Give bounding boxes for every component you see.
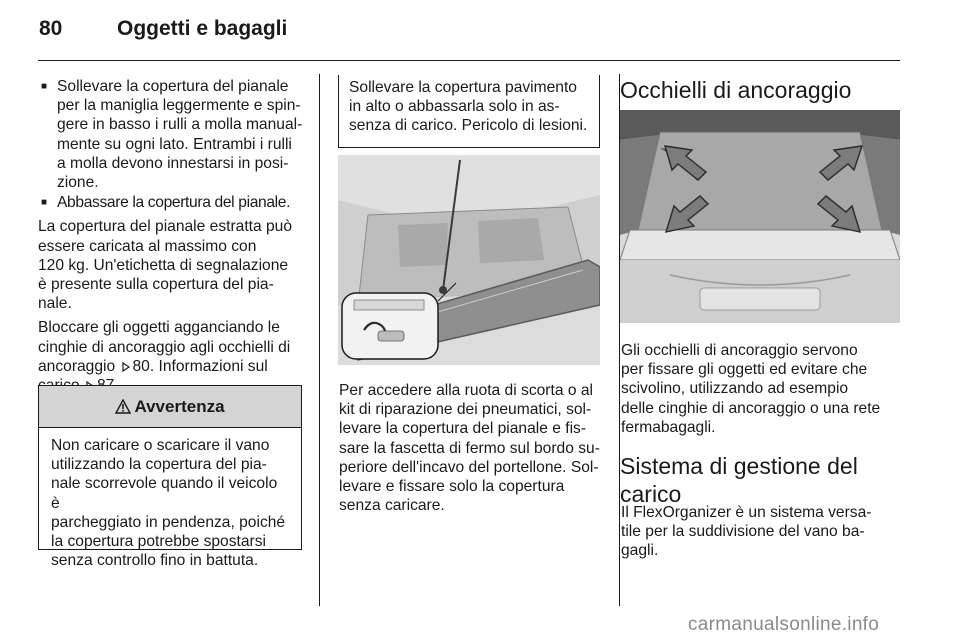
paragraph: La copertura del pianale estratta può essere caricata al massimo con 120 kg. Un'etichetta di segnalazione è presente sulla copertura del pia- nale. (38, 218, 293, 313)
header-rule (38, 60, 900, 61)
lashing-eyes-illustration (620, 110, 900, 323)
warning-box (38, 385, 302, 570)
page-reference-arrow-icon (121, 362, 131, 372)
paragraph: Bloccare gli oggetti agganciando le cinghie di ancoraggio agli occhielli di ancoraggio 80. Informazioni sul (38, 318, 308, 395)
caution-box: Sollevare la copertura pavimento in alto o abbassarla solo in as- senza di carico. Pericolo di lesioni. (338, 75, 600, 148)
chapter-title: Oggetti e bagagli (117, 17, 288, 40)
left-column (38, 77, 308, 400)
bullet-item: ■ Sollevare la copertura del pianale per la maniglia leggermente e spin- gere in basso i rulli a molla manual- mente su ogni lato. Entrambi i rulli a molla devono innestarsi in posi- zione. (38, 77, 308, 192)
warning-header (39, 385, 301, 428)
column-divider-left (319, 74, 320, 606)
warning-title: Avvertenza (134, 396, 225, 416)
watermark: carmanualsonline.info (688, 614, 880, 635)
page-reference-link[interactable]: 80 (132, 357, 150, 375)
trunk-floor-cover-illustration (338, 155, 600, 365)
warning-body: Non caricare o scaricare il vano utilizzando la copertura del pia- nale scorrevole quando il veicolo è parcheggiato in pendenza, poiché la copertura potrebbe spostarsi senza controllo fino in battuta. (51, 437, 286, 570)
warning-triangle-icon (115, 399, 131, 414)
section-2-text: Il FlexOrganizer è un sistema versa- tile per la suddivisione del vano ba- gagli. (621, 504, 872, 560)
page-number: 80 (39, 17, 63, 40)
bullet-item: ■ Abbassare la copertura del pianale. (38, 193, 308, 212)
middle-column-text: Per accedere alla ruota di scorta o al kit di riparazione dei pneumatici, sol- levare la copertura del pianale e fis- sare la fascetta di fermo sul bordo su- periore dell'incavo del portellone. Sol- levare e fissare solo la copertura senza caricare. (339, 382, 600, 515)
section-title-load-management: Sistema di gestione del carico (620, 453, 858, 507)
section-title-lashing-eyes: Occhielli di ancoraggio (620, 77, 852, 103)
section-1-text: Gli occhielli di ancoraggio servono per fissare gli oggetti ed evitare che scivolino, utilizzando ad esempio delle cinghie di ancoraggio o una rete fermabagagli. (621, 342, 881, 436)
